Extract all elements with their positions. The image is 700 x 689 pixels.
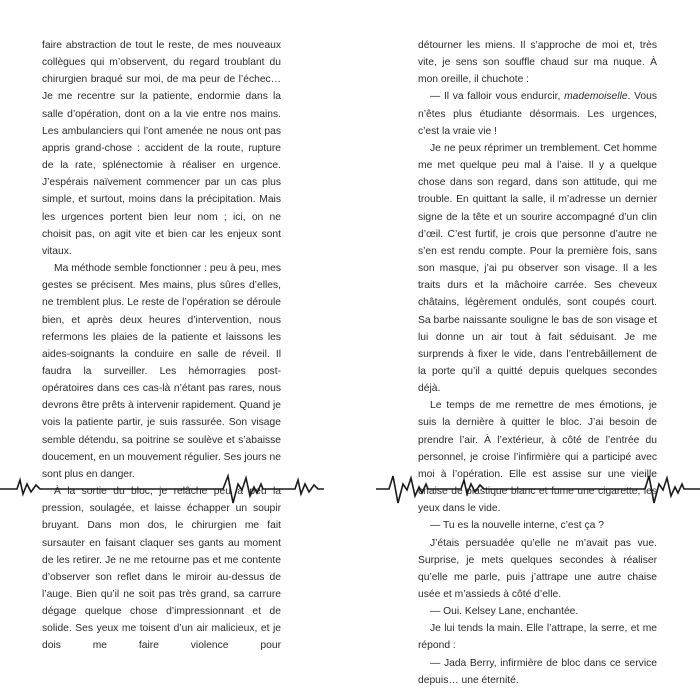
dialogue-paragraph: — Oui. Kelsey Lane, enchantée. xyxy=(430,606,579,618)
paragraph: Je lui tends la main. Elle l’attrape, la serre, et me répond : xyxy=(418,623,657,652)
paragraph: Je ne peux réprimer un tremblement. Cet homme me met quelque peu mal à l’aise. Il y a quelque chose dans son regard, dans son attitude, qui me trouble. En quittant la salle, il m’adresse un dernier signe de la tête et un sourire accompagné d’un clin d’œil. C’est furtif, je crois que personne d’autre ne s’en est rendu compte. Pour la première fois, sans son masque, j’ai pu observer son visage. Il a les traits durs et la mâchoire carrée. Ses cheveux châtains, légèrement ondulés, sont coupés court. Sa barbe naissante souligne le bas de son visage et lui donne un air tout à fait séduisant. Je me surprends à fixer le vide, dans l’entrebâillement de la porte qu’il a quitté depuis quelques secondes déjà. xyxy=(418,142,657,395)
emphasis-text: mademoiselle xyxy=(564,91,628,103)
paragraph: faire abstraction de tout le reste, de mes nouveaux collègues qui m’observent, du regard troublant du chirurgien braqué sur moi, de ma peur de l’échec… Je me recentre sur la patiente, endormie dans la salle d’opération, dont on a la vie entre nos mains. Les ambulanciers qui l’ont amenée ne nous ont pas appris grand-chose : accident de la route, rupture de la rate, splénectomie à réaliser en urgence. J’espérais naïvement commencer par un cas plus simple, et surtout, moins dans la précipitation. Mais les urgences portent bien leur nom ; ici, on ne choisit pas, on agit vite et bien car les enjeux sont vitaux. xyxy=(42,40,281,257)
paragraph: détourner les miens. Il s’approche de moi et, très vite, je sens son souffle chaud sur ma nuque. À mon oreille, il chuchote : xyxy=(418,40,657,86)
right-page xyxy=(418,37,657,689)
paragraph: Le temps de me remettre de mes émotions, je suis la dernière à quitter le bloc. J’ai besoin de prendre l’air. À l’extérieur, à côté de l’entrée du personnel, je croise l’infirmière qui a participé avec moi à l’opération. Elle est assise sur une vieille chaise de plastique blanc et fume une cigarette, les yeux dans le vide. xyxy=(418,400,657,515)
dialogue-paragraph xyxy=(418,88,657,139)
paragraph: J’étais persuadée qu’elle ne m’avait pas vue. Surprise, je mets quelques secondes à réaliser qu’elle me parle, puis j’attrape une autre chaise usée et m’assieds à côté d’elle. xyxy=(418,537,657,600)
heartbeat-line-icon xyxy=(350,470,700,510)
dialogue-paragraph: — Jada Berry, infirmière de bloc dans ce service depuis… une éternité. xyxy=(418,657,657,686)
left-page xyxy=(42,37,281,655)
dialogue-text: . Vous n’êtes plus étudiante désormais. Les urgences, c’est la vraie vie ! xyxy=(418,91,658,137)
heartbeat-line-icon xyxy=(0,470,350,510)
dialogue-text: — Il va falloir vous endurcir, xyxy=(430,91,565,103)
paragraph: Ma méthode semble fonctionner : peu à peu, mes gestes se précisent. Mes mains, plus sûres d’elles, ne tremblent plus. Le reste de l’opération se déroule bien, et après deux heures d’intervention, nous refermons les plaies de la patiente et laissons les aides-soignants la conduire en salle de réveil. Il faudra la surveiller. Les hémorragies post-opératoires dans ces cas-là n’étant pas rares, nous devrons être prêts à intervenir rapidement. Quand je vois la patiente partir, je suis rassurée. Son visage semble détendu, sa poitrine se soulève et s’abaisse doucement, en un mouvement régulier. Ses jours ne sont plus en danger. xyxy=(42,263,281,480)
paragraph: À la sortie du bloc, je relâche peu à peu la pression, soulagée, et laisse échapper un soupir bruyant. Dans mon dos, le chirurgien me fait sursauter en faisant claquer ses gants au moment de les retirer. Je ne me retourne pas et me contente d’observer son reflet dans le miroir au-dessus de l’auge. Bien qu’il ne soit pas très grand, sa carrure dégage quelque chose d’impressionnant et de solide. Ses yeux me toisent d’un air malicieux, et je dois me faire violence pour xyxy=(42,486,281,652)
dialogue-paragraph: — Tu es la nouvelle interne, c’est ça ? xyxy=(430,520,604,532)
